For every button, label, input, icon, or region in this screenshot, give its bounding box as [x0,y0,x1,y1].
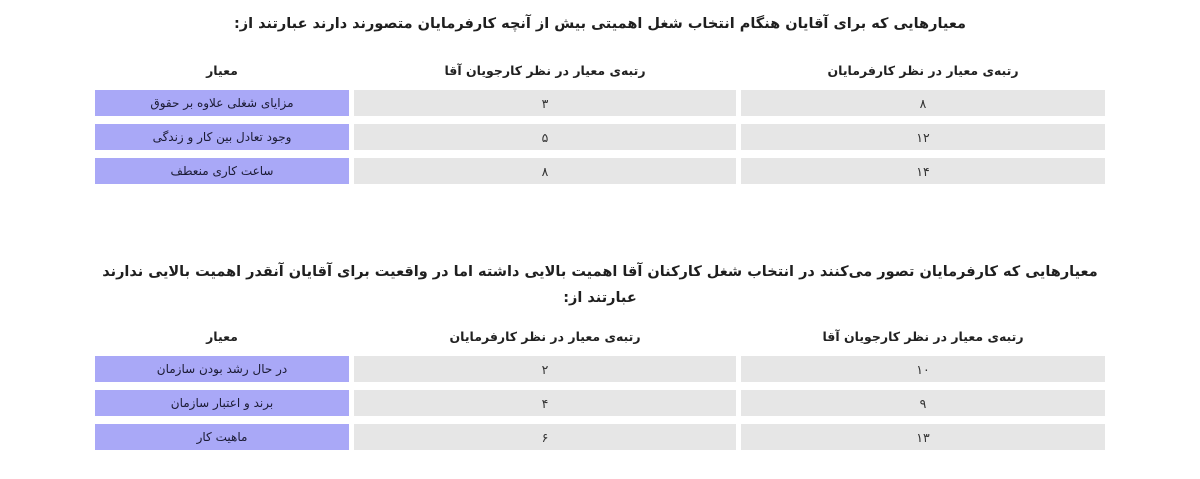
table-1-row-1-rank-mid: ۳ [354,90,736,116]
table-2-row-3-rank-end: ۱۳ [741,424,1105,450]
table-2-row-1-rank-mid: ۲ [354,356,736,382]
top-spacer [0,0,1200,12]
table-2-header-rank-end: رتبه‌ی معیار در نظر کارجویان آقا [822,328,1024,344]
table-row [95,90,1105,116]
table-2-row-3-rank-mid: ۶ [354,424,736,450]
table-1-row-3-rank-mid: ۸ [354,158,736,184]
table-2-row-2-criteria: برند و اعتبار سازمان [95,390,349,416]
table-1-row-3-criteria: ساعت کاری منعطف [95,158,349,184]
table-row [95,390,1105,416]
section-men-undervalued-by-employers [0,12,1200,184]
table-2-header-criteria: معیار [206,328,238,344]
section-employers-overvalued [0,260,1200,450]
table-row [95,124,1105,150]
section-1-title-spacer [0,37,1200,59]
table-1-row-3-rank-end: ۱۴ [741,158,1105,184]
section-1-title: معیارهایی که برای آقایان هنگام انتخاب شغل اهمیتی بیش از آنچه کارفرمایان متصورند دارند عبارتند از: [233,16,966,32]
section-gap [0,192,1200,226]
table-2-row-1-criteria: در حال رشد بودن سازمان [95,356,349,382]
table-row [95,158,1105,184]
table-1-header-rank-end: رتبه‌ی معیار در نظر کارفرمایان [827,62,1019,78]
table-1-row-2-rank-end: ۱۲ [741,124,1105,150]
table-1-row-2-rank-mid: ۵ [354,124,736,150]
table-1-header-rank-mid: رتبه‌ی معیار در نظر کارجویان آقا [444,62,646,78]
table-2-header-row [95,325,1105,347]
table-2-row-3-criteria: ماهیت کار [95,424,349,450]
section-2-title-spacer [0,311,1200,325]
table-1-row-1-rank-end: ۸ [741,90,1105,116]
table-1-row-1-criteria: مزایای شغلی علاوه بر حقوق [95,90,349,116]
table-row [95,356,1105,382]
table-row [95,424,1105,450]
table-1-header-criteria: معیار [206,62,238,78]
table-2-header-rank-mid: رتبه‌ی معیار در نظر کارفرمایان [449,328,641,344]
table-1 [95,59,1105,184]
table-2 [95,325,1105,450]
table-2-row-1-rank-end: ۱۰ [741,356,1105,382]
table-2-row-2-rank-mid: ۴ [354,390,736,416]
section-gap-2 [0,226,1200,260]
section-2-title: معیارهایی که کارفرمایان تصور می‌کنند در انتخاب شغل کارکنان آقا اهمیت بالایی داشته اما در واقعیت برای آقایان آنقدر اهمیت بالایی ندارند عبارتند از: [102,264,1098,306]
table-1-row-2-criteria: وجود تعادل بین کار و زندگی [95,124,349,150]
table-2-row-2-rank-end: ۹ [741,390,1105,416]
table-1-header-row [95,59,1105,81]
